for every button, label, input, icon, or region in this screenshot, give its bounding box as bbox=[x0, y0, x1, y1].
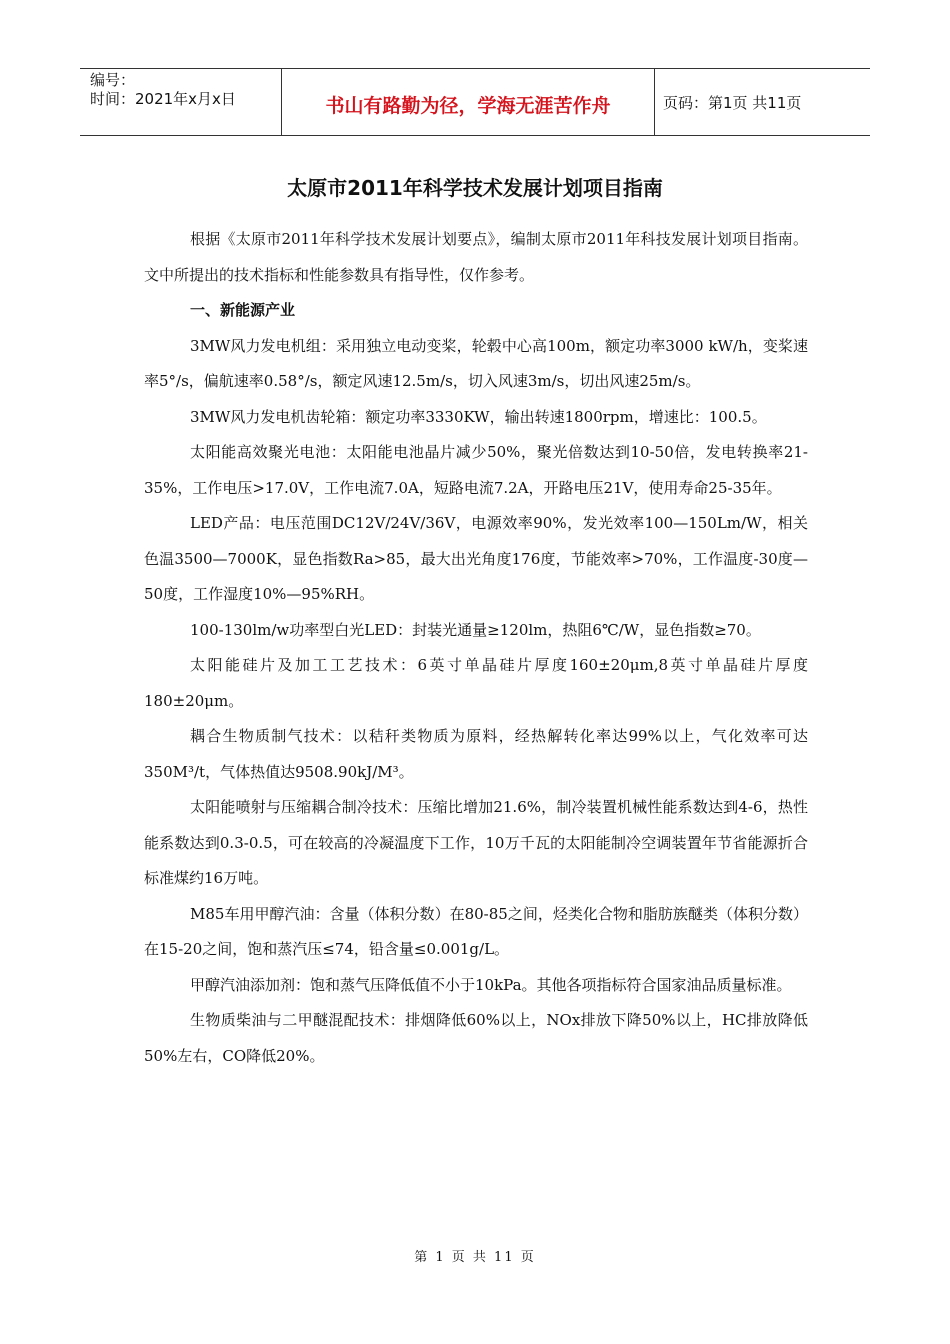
paragraph: 太阳能硅片及加工工艺技术：6英寸单晶硅片厚度160±20μm,8英寸单晶硅片厚度180±20μm。 bbox=[144, 656, 808, 710]
page-code: 页码：第1页 共11页 bbox=[663, 93, 802, 112]
header-info-cell bbox=[80, 69, 282, 135]
paragraph: 生物质柴油与二甲醚混配技术：排烟降低60%以上，NOx排放下降50%以上，HC排放降低50%左右，CO降低20%。 bbox=[144, 1011, 808, 1065]
page-footer: 第 1 页 共 11 页 bbox=[414, 1250, 536, 1265]
intro-paragraph: 根据《太原市2011年科学技术发展计划要点》，编制太原市2011年科技发展计划项目指南。文中所提出的技术指标和性能参数具有指导性，仅作参考。 bbox=[144, 230, 808, 284]
page-header bbox=[80, 68, 870, 136]
paragraph: 3MW风力发电机齿轮箱：额定功率3330KW，输出转速1800rpm，增速比：100.5。 bbox=[190, 407, 767, 426]
paragraph: 3MW风力发电机组：采用独立电动变桨，轮毂中心高100m，额定功率3000 kW/h，变桨速率5°/s，偏航速率0.58°/s，额定风速12.5m/s，切入风速3m/s，切出风速25m/s。 bbox=[144, 336, 808, 390]
paragraph: 耦合生物质制气技术：以秸秆类物质为原料，经热解转化率达99%以上，气化效率可达350M³/t，气体热值达9508.90kJ/M³。 bbox=[144, 727, 808, 781]
section-heading: 一、新能源产业 bbox=[190, 301, 296, 319]
number-label: 编号： bbox=[90, 71, 136, 89]
paragraph: LED产品：电压范围DC12V/24V/36V，电源效率90%，发光效率100—150Lm/W，相关色温3500—7000K，显色指数Ra>85，最大出光角度176度，节能效率>70%，工作温度-30度—50度，工作湿度10%—95%RH。 bbox=[144, 514, 808, 603]
document-body bbox=[144, 222, 808, 1074]
time-label: 时间：2021年x月x日 bbox=[90, 90, 236, 108]
paragraph: 甲醇汽油添加剂：饱和蒸气压降低值不小于10kPa。其他各项指标符合国家油品质量标准。 bbox=[190, 975, 792, 994]
motto: 书山有路勤为径，学海无涯苦作舟 bbox=[282, 69, 655, 135]
paragraph: 太阳能高效聚光电池：太阳能电池晶片减少50%，聚光倍数达到10-50倍，发电转换率21-35%，工作电压>17.0V，工作电流7.0A，短路电流7.2A，开路电压21V，使用寿命25-35年。 bbox=[144, 443, 808, 497]
paragraph: M85车用甲醇汽油：含量（体积分数）在80-85之间，烃类化合物和脂肪族醚类（体积分数）在15-20之间，饱和蒸汽压≤74，铅含量≤0.001g/L。 bbox=[144, 904, 808, 958]
paragraph: 100-130lm/w功率型白光LED：封装光通量≥120lm，热阻6℃/W，显色指数≥70。 bbox=[190, 620, 761, 639]
paragraph: 太阳能喷射与压缩耦合制冷技术：压缩比增加21.6%，制冷装置机械性能系数达到4-6，热性能系数达到0.3-0.5，可在较高的冷凝温度下工作，10万千瓦的太阳能制冷空调装置年节省能源折合标准煤约16万吨。 bbox=[144, 798, 808, 887]
document-title: 太原市2011年科学技术发展计划项目指南 bbox=[287, 176, 663, 200]
